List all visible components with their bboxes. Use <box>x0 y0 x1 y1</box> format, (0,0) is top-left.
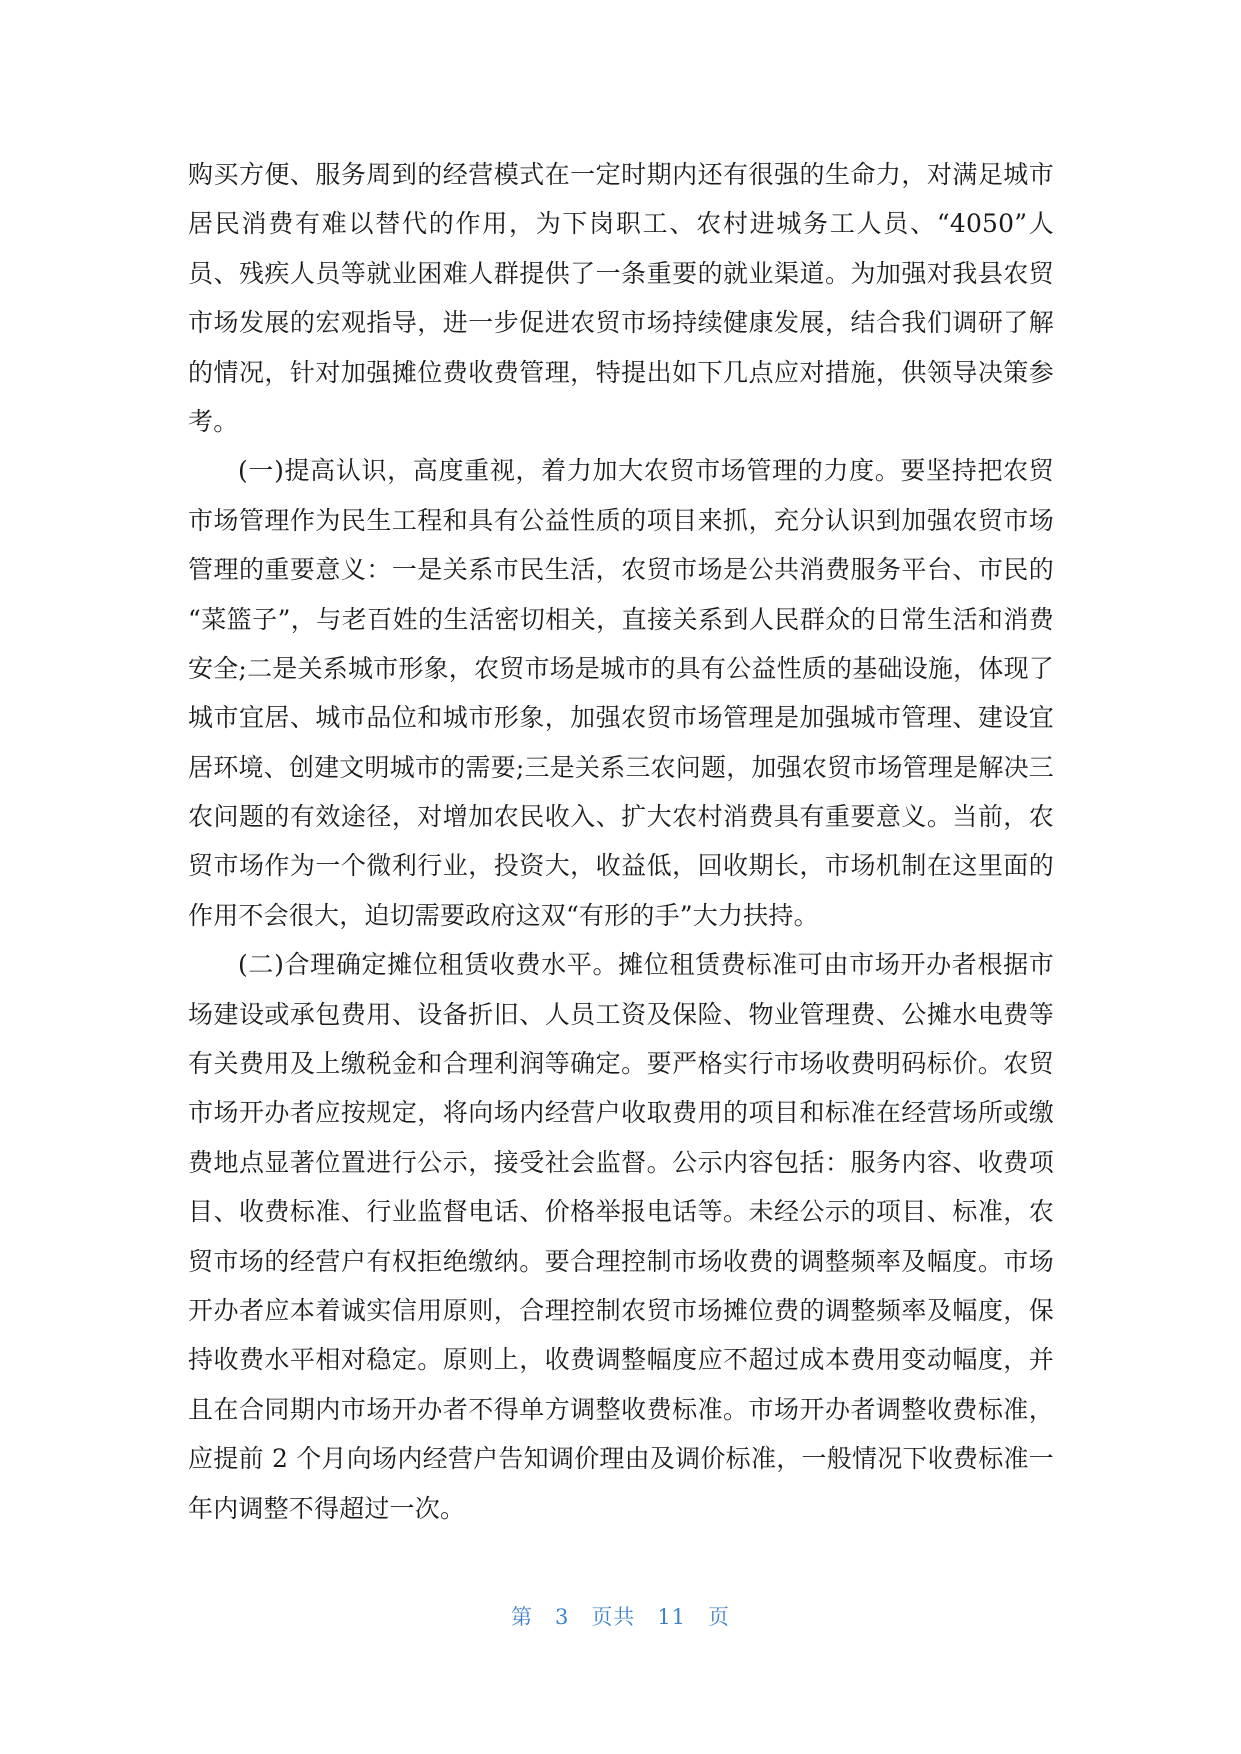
text-line: 购买方便、服务周到的经营模式在一定时期内还有很强的生命力，对满足城市 <box>188 160 1054 189</box>
text-line: 目、收费标准、行业监督电话、价格举报电话等。未经公示的项目、标准，农 <box>188 1197 1054 1227</box>
text-line: 持收费水平相对稳定。原则上，收费调整幅度应不超过成本费用变动幅度，并 <box>188 1345 1054 1375</box>
text-line: 贸市场作为一个微利行业，投资大，收益低，回收期长，市场机制在这里面的 <box>188 851 1054 881</box>
text-line: 开办者应本着诚实信用原则，合理控制农贸市场摊位费的调整频率及幅度，保 <box>188 1295 1054 1325</box>
text-line: 城市宜居、城市品位和城市形象，加强农贸市场管理是加强城市管理、建设宜 <box>188 703 1054 733</box>
text-line: 居民消费有难以替代的作用，为下岗职工、农村进城务工人员、“4050”人 <box>188 209 1054 239</box>
text-line: 费地点显著位置进行公示，接受社会监督。公示内容包括：服务内容、收费项 <box>188 1147 1054 1177</box>
text-line: 且在合同期内市场开办者不得单方调整收费标准。市场开办者调整收费标准， <box>188 1394 1054 1424</box>
text-line: 考。 <box>188 406 239 436</box>
paragraph-heading-1: (一)提高认识，高度重视，着力加大农贸市场管理的力度。要坚持把农贸 <box>238 456 1054 486</box>
current-page-number: 3 <box>554 1605 570 1629</box>
text-line: 的情况，针对加强摊位费收费管理，特提出如下几点应对措施，供领导决策参 <box>188 357 1054 387</box>
text-line: 安全;二是关系城市形象，农贸市场是城市的具有公益性质的基础设施，体现了 <box>188 653 1054 683</box>
text-line: 年内调整不得超过一次。 <box>188 1493 466 1523</box>
text-line: 应提前 2 个月向场内经营户告知调价理由及调价标准，一般情况下收费标准一 <box>188 1444 1054 1474</box>
paragraph-heading-2: (二)合理确定摊位租赁收费水平。摊位租赁费标准可由市场开办者根据市 <box>238 950 1054 980</box>
text-line: 有关费用及上缴税金和合理利润等确定。要严格实行市场收费明码标价。农贸 <box>188 1049 1054 1079</box>
text-line: 管理的重要意义：一是关系市民生活，农贸市场是公共消费服务平台、市民的 <box>188 555 1054 585</box>
text-line: 作用不会很大，迫切需要政府这双“有形的手”大力扶持。 <box>188 900 819 930</box>
text-line: 农问题的有效途径，对增加农民收入、扩大农村消费具有重要意义。当前，农 <box>188 802 1054 832</box>
text-line: 居环境、创建文明城市的需要;三是关系三农问题，加强农贸市场管理是解决三 <box>188 752 1054 782</box>
footer-label-di: 第 <box>510 1605 533 1629</box>
text-line: 贸市场的经营户有权拒绝缴纳。要合理控制市场收费的调整频率及幅度。市场 <box>188 1246 1054 1276</box>
text-line: 市场管理作为民生工程和具有公益性质的项目来抓，充分认识到加强农贸市场 <box>188 505 1054 535</box>
body-text <box>188 150 1054 1533</box>
total-pages-number: 11 <box>657 1605 687 1629</box>
text-line: 市场发展的宏观指导，进一步促进农贸市场持续健康发展，结合我们调研了解 <box>188 308 1054 338</box>
footer-label-ye-gong: 页共 <box>591 1605 636 1629</box>
text-line: 市场开办者应按规定，将向场内经营户收取费用的项目和标准在经营场所或缴 <box>188 1098 1054 1128</box>
text-line: 员、残疾人员等就业困难人群提供了一条重要的就业渠道。为加强对我县农贸 <box>188 258 1054 288</box>
page-number-footer <box>0 1601 1241 1631</box>
text-line: “菜篮子”，与老百姓的生活密切相关，直接关系到人民群众的日常生活和消费 <box>188 604 1054 634</box>
text-line: 场建设或承包费用、设备折旧、人员工资及保险、物业管理费、公摊水电费等 <box>188 999 1054 1029</box>
footer-label-ye: 页 <box>708 1605 731 1629</box>
